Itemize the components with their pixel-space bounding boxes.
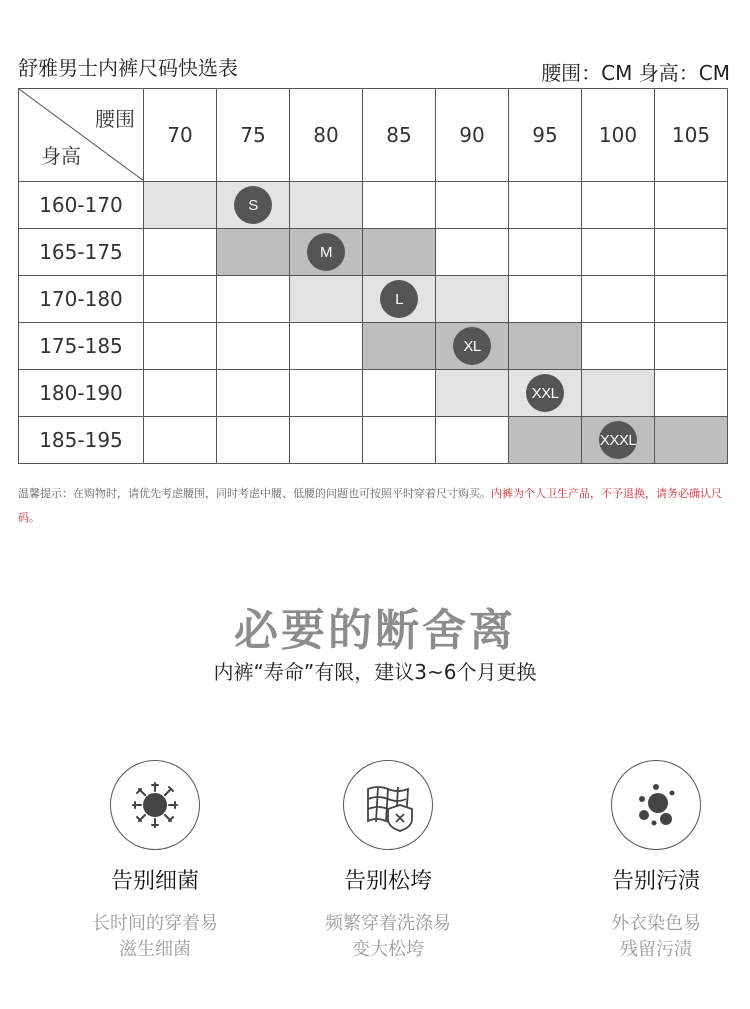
height-range-label: 165-175 (19, 229, 144, 276)
waist-header-105: 105 (655, 89, 728, 182)
size-cell (655, 229, 728, 276)
size-cell (655, 182, 728, 229)
size-cell (436, 182, 509, 229)
feature-desc-line: 长时间的穿着易 (92, 913, 218, 934)
height-range-label: 175-185 (19, 323, 144, 370)
waist-header-90: 90 (436, 89, 509, 182)
size-cell (509, 370, 582, 417)
size-cell (363, 323, 436, 370)
table-row (19, 229, 728, 276)
waist-header-100: 100 (582, 89, 655, 182)
size-cell (436, 276, 509, 323)
table-row (19, 417, 728, 464)
size-cell (217, 370, 290, 417)
feature-desc (55, 911, 255, 963)
feature-desc-line: 频繁穿着洗涤易 (325, 913, 451, 934)
size-cell (436, 370, 509, 417)
size-cell (290, 323, 363, 370)
height-range-label: 160-170 (19, 182, 144, 229)
size-badge: XXL (526, 374, 564, 412)
tip-text (18, 482, 738, 530)
stain-dots-icon (626, 775, 686, 835)
size-cell (655, 276, 728, 323)
size-badge: XXXL (599, 421, 637, 459)
table-row (19, 323, 728, 370)
table-row (19, 182, 728, 229)
size-cell (363, 370, 436, 417)
feature-desc-line: 变大松垮 (352, 939, 424, 960)
section-subtitle: 内裤“寿命”有限，建议3~6个月更换 (213, 660, 537, 684)
feature-desc (288, 911, 488, 963)
size-cell (655, 323, 728, 370)
size-badge: L (380, 280, 418, 318)
size-cell (290, 182, 363, 229)
size-cell (509, 417, 582, 464)
feature-name: 告别污渍 (611, 869, 700, 894)
feature-stain (556, 760, 750, 963)
size-cell (436, 229, 509, 276)
size-badge: M (307, 233, 345, 271)
height-range-label: 170-180 (19, 276, 144, 323)
feature-desc-line: 残留污渍 (620, 939, 692, 960)
feature-icon-circle (611, 760, 701, 850)
size-cell (509, 182, 582, 229)
size-cell (436, 417, 509, 464)
size-cell (436, 323, 509, 370)
bacteria-icon (125, 775, 185, 835)
feature-name: 告别松垮 (343, 869, 432, 894)
corner-height-label: 身高 (41, 144, 81, 168)
size-cell (144, 229, 217, 276)
feature-icon-circle (110, 760, 200, 850)
size-cell (144, 417, 217, 464)
size-cell (290, 417, 363, 464)
size-cell (217, 276, 290, 323)
feature-desc-line: 外衣染色易 (611, 913, 701, 934)
size-cell (582, 417, 655, 464)
feature-icon-circle (343, 760, 433, 850)
fabric-shield-icon (358, 775, 418, 835)
size-cell (217, 417, 290, 464)
feature-desc-line: 滋生细菌 (119, 939, 191, 960)
height-range-label: 185-195 (19, 417, 144, 464)
size-cell (217, 323, 290, 370)
unit-note: 腰围：CM 身高：CM (541, 61, 730, 85)
size-cell (582, 323, 655, 370)
waist-header-70: 70 (144, 89, 217, 182)
table-row (19, 276, 728, 323)
size-chart-table (18, 88, 728, 464)
size-cell (363, 417, 436, 464)
size-cell (217, 182, 290, 229)
size-cell (290, 276, 363, 323)
waist-header-95: 95 (509, 89, 582, 182)
size-cell (655, 370, 728, 417)
size-cell (144, 182, 217, 229)
page-title: 舒雅男士内裤尺码快选表 (18, 56, 238, 80)
size-cell (582, 370, 655, 417)
size-cell (144, 323, 217, 370)
size-cell (290, 370, 363, 417)
waist-header-80: 80 (290, 89, 363, 182)
size-cell (509, 323, 582, 370)
size-cell (290, 229, 363, 276)
height-range-label: 180-190 (19, 370, 144, 417)
size-cell (582, 229, 655, 276)
size-badge: XL (453, 327, 491, 365)
section-title: 必要的断舍离 (234, 605, 516, 656)
corner-waist-label: 腰围 (95, 107, 135, 131)
size-cell (655, 417, 728, 464)
size-cell (217, 229, 290, 276)
table-row (19, 370, 728, 417)
feature-loose (288, 760, 488, 963)
size-badge: S (234, 186, 272, 224)
size-cell (144, 370, 217, 417)
size-cell (582, 182, 655, 229)
waist-header-85: 85 (363, 89, 436, 182)
size-cell (144, 276, 217, 323)
feature-desc (556, 911, 750, 963)
corner-cell (19, 89, 144, 182)
feature-name: 告别细菌 (110, 869, 199, 894)
size-cell (509, 229, 582, 276)
waist-header-75: 75 (217, 89, 290, 182)
tip-warning: 内裤为个人卫生产品，不予退换，请务必确认尺码。 (18, 487, 722, 524)
size-cell (363, 229, 436, 276)
size-cell (509, 276, 582, 323)
size-cell (363, 182, 436, 229)
tip-normal: 温馨提示：在购物时，请优先考虑腰围，同时考虑中腰、低腰的问题也可按照平时穿着尺寸购买。 (18, 487, 491, 500)
size-cell (363, 276, 436, 323)
size-cell (582, 276, 655, 323)
feature-bacteria (55, 760, 255, 963)
